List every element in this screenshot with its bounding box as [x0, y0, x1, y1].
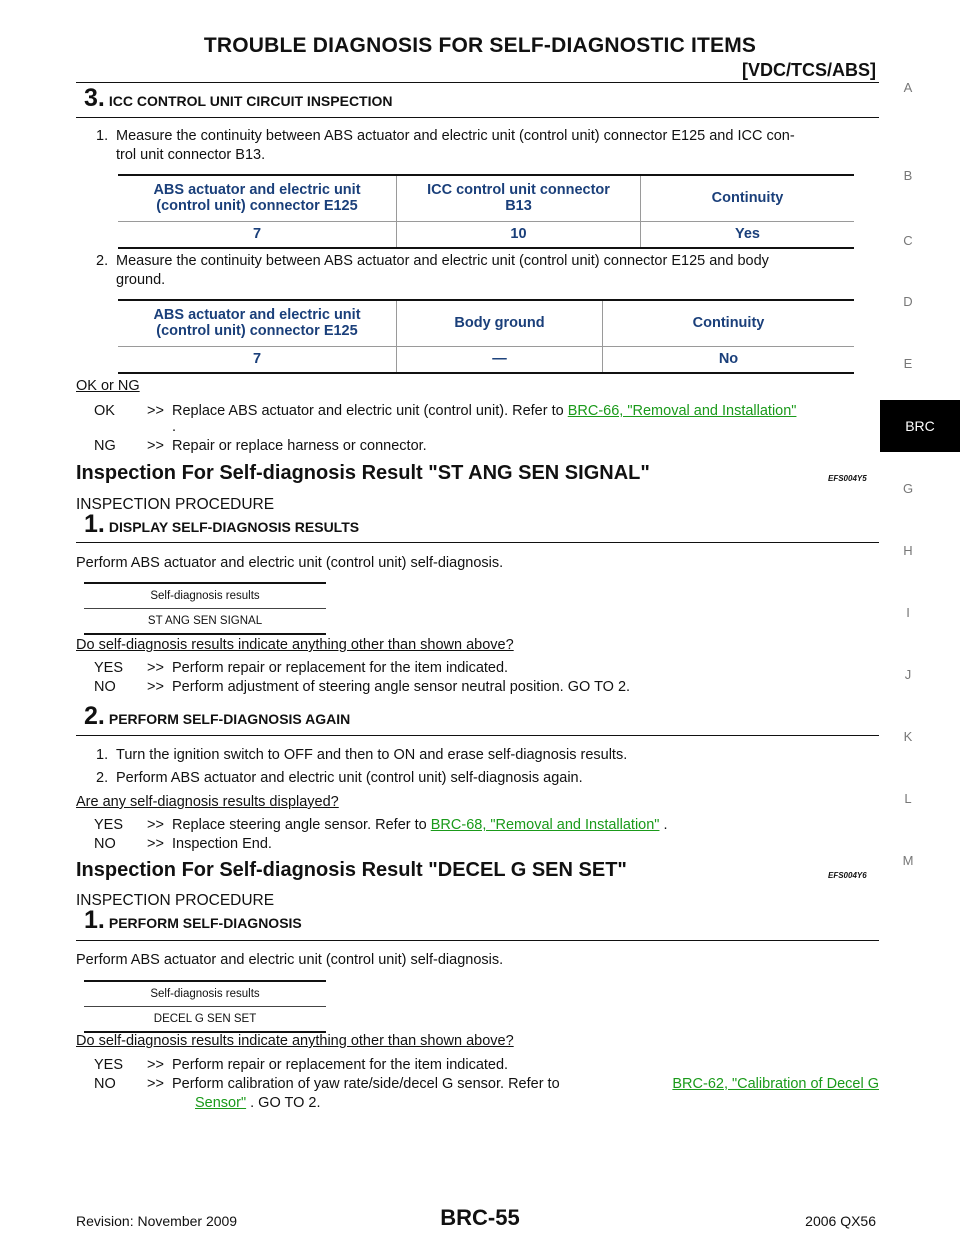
table-cell: ST ANG SEN SIGNAL	[84, 609, 326, 635]
answer-arrow: >>	[147, 660, 164, 676]
side-index-d[interactable]: D	[903, 294, 913, 309]
answer-arrow: >>	[147, 679, 164, 695]
step3-item2-line2: ground.	[116, 272, 166, 288]
step-rule	[76, 117, 879, 118]
step-rule	[76, 940, 879, 941]
link-brc-66[interactable]: BRC-66, "Removal and Installation"	[567, 403, 797, 419]
table-header: Body ground	[397, 300, 603, 346]
no-answer-text-cont: Sensor" . GO TO 2.	[195, 1095, 321, 1111]
step-title: PERFORM SELF-DIAGNOSIS AGAIN	[108, 711, 351, 727]
side-index-c[interactable]: C	[903, 233, 913, 248]
answer-label: NG	[94, 438, 116, 454]
step3-item1-line2: trol unit connector B13.	[116, 147, 266, 163]
table-cell: 7	[118, 221, 397, 248]
section-title-st-ang: Inspection For Self-diagnosis Result "ST ANG SEN SIGNAL"	[76, 462, 650, 484]
step1-heading	[84, 906, 302, 935]
yes-answer-text: Perform repair or replacement for the item indicated.	[172, 660, 509, 676]
answer-label: NO	[94, 1076, 116, 1092]
step-instruction: Perform ABS actuator and electric unit (control unit) self-diagnosis.	[76, 555, 504, 571]
section-title-decel-g: Inspection For Self-diagnosis Result "DECEL G SEN SET"	[76, 859, 627, 881]
continuity-table-ground	[118, 299, 854, 374]
link-brc-62-cont[interactable]: Sensor"	[195, 1095, 247, 1111]
step2-item1: Turn the ignition switch to OFF and then to ON and erase self-diagnosis results.	[116, 747, 628, 763]
side-index-i[interactable]: I	[906, 605, 910, 620]
table-cell: Yes	[641, 221, 855, 248]
step-number: 1.	[84, 906, 105, 934]
list-number: 1.	[96, 747, 109, 763]
link-brc-62[interactable]: BRC-62, "Calibration of Decel G	[672, 1076, 879, 1092]
table-cell: 10	[397, 221, 641, 248]
step-rule	[76, 542, 879, 543]
answer-arrow: >>	[147, 817, 164, 833]
table-cell: —	[397, 346, 603, 373]
table-header: Self-diagnosis results	[84, 583, 326, 609]
no-answer-text: Perform calibration of yaw rate/side/decel G sensor. Refer to BRC-62, "Calibration of Decel G	[172, 1076, 879, 1092]
table-cell: 7	[118, 346, 397, 373]
list-number: 1.	[96, 128, 109, 144]
ok-answer-tail: .	[172, 419, 177, 435]
list-number: 2.	[96, 253, 109, 269]
side-index-h[interactable]: H	[903, 543, 913, 558]
side-index-b[interactable]: B	[903, 168, 913, 183]
table-cell: No	[603, 346, 855, 373]
side-index-g[interactable]: G	[902, 481, 914, 496]
side-index-m[interactable]: M	[902, 853, 914, 868]
vehicle-model: 2006 QX56	[805, 1213, 876, 1229]
answer-label: YES	[94, 817, 124, 833]
continuity-table-icc	[118, 174, 854, 249]
self-diagnosis-table	[84, 980, 326, 1033]
yes-answer-text: Perform repair or replacement for the item indicated.	[172, 1057, 509, 1073]
answer-label: NO	[94, 679, 116, 695]
revision-date: Revision: November 2009	[76, 1213, 238, 1229]
side-index-j[interactable]: J	[904, 667, 912, 682]
step-title: DISPLAY SELF-DIAGNOSIS RESULTS	[108, 519, 360, 535]
table-cell: DECEL G SEN SET	[84, 1007, 326, 1033]
answer-arrow: >>	[147, 438, 164, 454]
page-subtitle: [VDC/TCS/ABS]	[742, 60, 876, 80]
step3-heading	[84, 84, 393, 113]
step-title: ICC CONTROL UNIT CIRCUIT INSPECTION	[108, 93, 393, 109]
answer-arrow: >>	[147, 836, 164, 852]
step3-item1-line1: Measure the continuity between ABS actuator and electric unit (control unit) connector E125 and ICC con-	[116, 128, 795, 144]
self-diagnosis-table	[84, 582, 326, 635]
check-question: Are any self-diagnosis results displayed?	[76, 794, 339, 810]
answer-arrow: >>	[147, 1057, 164, 1073]
answer-label: NO	[94, 836, 116, 852]
answer-arrow: >>	[147, 403, 164, 419]
answer-label: YES	[94, 660, 124, 676]
table-header: Self-diagnosis results	[84, 981, 326, 1007]
table-header: Continuity	[603, 300, 855, 346]
step2-item2: Perform ABS actuator and electric unit (control unit) self-diagnosis again.	[116, 770, 583, 786]
step3-item2-line1: Measure the continuity between ABS actuator and electric unit (control unit) connector E125 and body	[116, 253, 769, 269]
step-number: 1.	[84, 510, 105, 538]
side-index-l[interactable]: L	[904, 791, 912, 806]
section-code: EFS004Y6	[828, 871, 867, 880]
step-number: 2.	[84, 702, 105, 730]
table-header: Continuity	[641, 175, 855, 221]
procedure-heading: INSPECTION PROCEDURE	[76, 892, 275, 909]
link-brc-68[interactable]: BRC-68, "Removal and Installation"	[430, 817, 660, 833]
header-rule	[76, 82, 879, 83]
answer-label: OK	[94, 403, 115, 419]
answer-label: YES	[94, 1057, 124, 1073]
step1-heading	[84, 510, 359, 539]
side-index-e[interactable]: E	[903, 356, 913, 371]
no-answer-text: Perform adjustment of steering angle sensor neutral position. GO TO 2.	[172, 679, 631, 695]
step-title: PERFORM SELF-DIAGNOSIS	[108, 915, 302, 931]
table-header: ABS actuator and electric unit (control unit) connector E125	[118, 300, 397, 346]
check-question: OK or NG	[76, 378, 140, 394]
section-code: EFS004Y5	[828, 474, 867, 483]
no2-answer-text: Inspection End.	[172, 836, 272, 852]
ng-answer-text: Repair or replace harness or connector.	[172, 438, 427, 454]
page-number: BRC-55	[440, 1205, 520, 1230]
yes2-answer-text: Replace steering angle sensor. Refer to BRC-68, "Removal and Installation" .	[172, 817, 668, 833]
table-header: ABS actuator and electric unit (control unit) connector E125	[118, 175, 397, 221]
page-title: TROUBLE DIAGNOSIS FOR SELF-DIAGNOSTIC ITEMS	[203, 34, 757, 57]
check-question: Do self-diagnosis results indicate anything other than shown above?	[76, 1033, 514, 1049]
step-instruction: Perform ABS actuator and electric unit (control unit) self-diagnosis.	[76, 952, 504, 968]
step-number: 3.	[84, 84, 105, 112]
answer-arrow: >>	[147, 1076, 164, 1092]
check-question: Do self-diagnosis results indicate anything other than shown above?	[76, 637, 514, 653]
list-number: 2.	[96, 770, 109, 786]
step2-heading	[84, 702, 350, 731]
ok-answer-text: Replace ABS actuator and electric unit (control unit). Refer to BRC-66, "Removal and Installation"	[172, 403, 797, 419]
step-rule	[76, 735, 879, 736]
side-index-k[interactable]: K	[903, 729, 913, 744]
procedure-heading: INSPECTION PROCEDURE	[76, 496, 275, 513]
table-header: ICC control unit connector B13	[397, 175, 641, 221]
side-index-brc[interactable]: BRC	[880, 400, 960, 452]
side-index-a[interactable]: A	[903, 80, 913, 95]
